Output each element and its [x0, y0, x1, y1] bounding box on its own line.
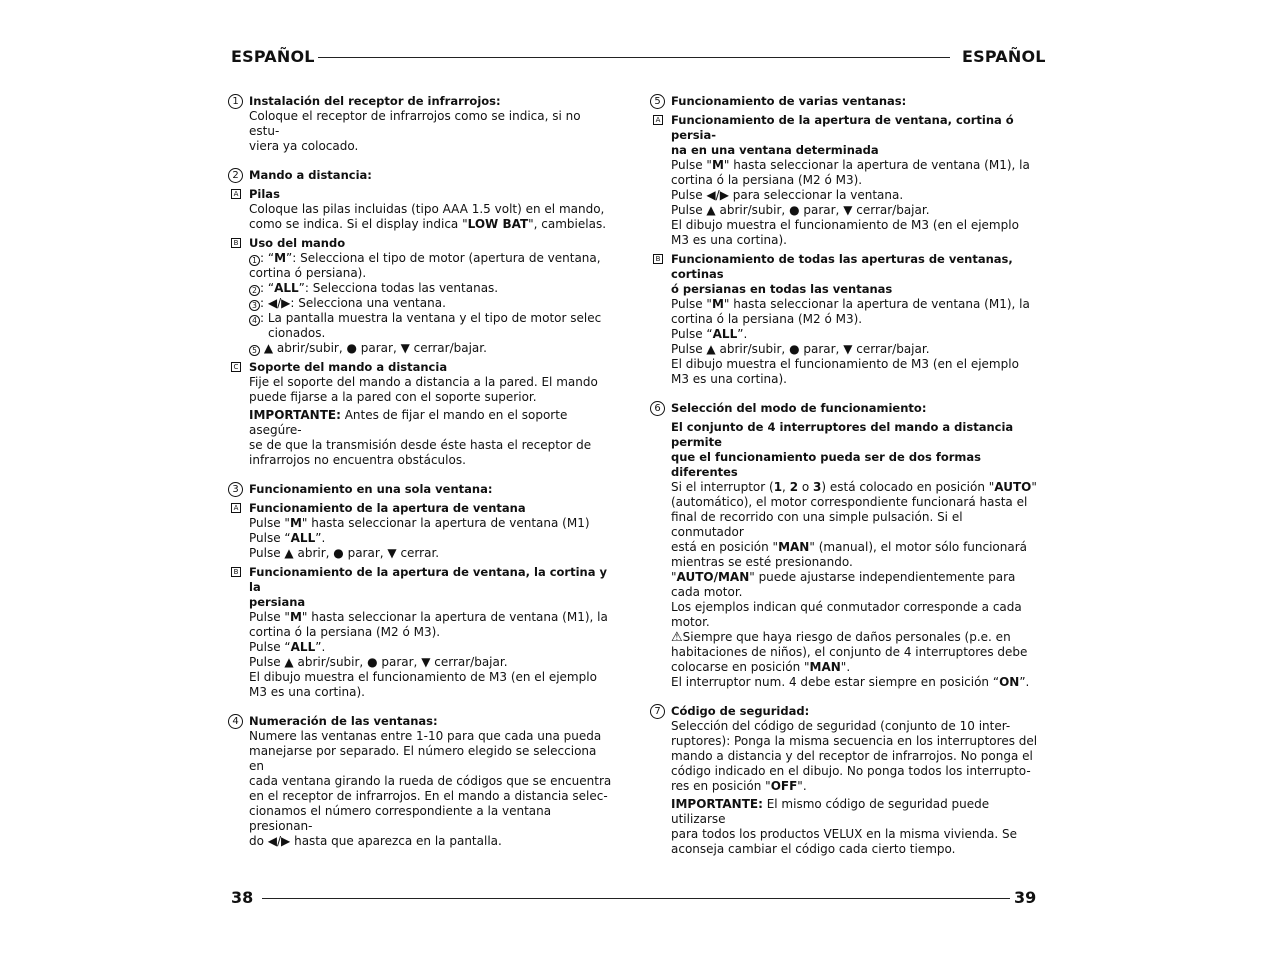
subsection-title: Pilas — [249, 187, 280, 201]
item-number: 5 — [249, 345, 260, 356]
section-number: 5 — [650, 94, 665, 109]
line: Pulse ▲ abrir/subir, ● parar, ▼ cerrar/bajar. — [249, 655, 508, 669]
stop-icon: ● — [333, 546, 344, 560]
header-rule — [318, 57, 950, 58]
subsection-title: Soporte del mando a distancia — [249, 360, 448, 374]
line: Pulse ▲ abrir/subir, ● parar, ▼ cerrar/bajar. — [671, 203, 930, 217]
line: El dibujo muestra el funcionamiento de M3 (en el ejemplo M3 es una cortina). — [249, 670, 597, 699]
warning-paragraph: ⚠Siempre que haya riesgo de daños personales (p.e. en habitaciones de niños), el conjunto de 4 interruptores debe colocarse en posición "MAN". — [671, 630, 1028, 674]
down-arrow-icon: ▼ — [400, 341, 410, 355]
paragraph: El interruptor num. 4 debe estar siempre en posición “ON”. — [671, 675, 1030, 689]
section-number: 1 — [228, 94, 243, 109]
warning-icon: ⚠ — [671, 630, 683, 645]
stop-icon: ● — [789, 342, 800, 356]
section-title: Mando a distancia: — [249, 168, 372, 182]
line: Pulse "M" hasta seleccionar la apertura de ventana (M1), la cortina ó la persiana (M2 ó M3). — [249, 610, 608, 639]
section-number: 7 — [650, 704, 665, 719]
section-title: Código de seguridad: — [671, 704, 810, 718]
line: Pulse "M" hasta seleccionar la apertura de ventana (M1) — [249, 516, 590, 530]
down-arrow-icon: ▼ — [421, 655, 431, 669]
line: Pulse ◀/▶ para seleccionar la ventana. — [671, 188, 904, 202]
down-arrow-icon: ▼ — [387, 546, 397, 560]
left-right-arrows-icon: ◀/▶ — [267, 834, 291, 848]
subsection-a — [233, 187, 612, 232]
paragraph: Los ejemplos indican qué conmutador corresponde a cada motor. — [671, 600, 1022, 629]
remote-item-3: 3 : ◀/▶: Selecciona una ventana. — [249, 296, 612, 311]
section-number: 2 — [228, 168, 243, 183]
line: Pulse “ALL”. — [249, 531, 326, 545]
stop-icon: ● — [346, 341, 357, 355]
section-number: 3 — [228, 482, 243, 497]
item-number: 2 — [249, 285, 260, 296]
remote-item-1: 1 : “M”: Selecciona el tipo de motor (apertura de ventana, cortina ó persiana). — [249, 251, 601, 280]
section-title: Selección del modo de funcionamiento: — [671, 401, 927, 415]
remote-item-5: 5 ▲ abrir/subir, ● parar, ▼ cerrar/bajar. — [249, 341, 612, 356]
section-4 — [228, 714, 612, 849]
page-number-right: 39 — [1014, 888, 1037, 907]
subsection-letter: C — [231, 362, 241, 372]
important-note: IMPORTANTE: Antes de fijar el mando en el soporte asegúre- se de que la transmisión desde éste hasta el receptor de infrarrojos no encuentra obstáculos. — [249, 408, 592, 467]
subsection-title: Uso del mando — [249, 236, 346, 250]
line: Pulse ▲ abrir/subir, ● parar, ▼ cerrar/bajar. — [671, 342, 930, 356]
remote-item-4: 4 : La pantalla muestra la ventana y el tipo de motor selec — [249, 311, 612, 326]
subsection-letter: A — [231, 503, 241, 513]
remote-item-2: 2 : “ALL”: Selecciona todas las ventanas. — [249, 281, 612, 296]
section-number: 6 — [650, 401, 665, 416]
line: El dibujo muestra el funcionamiento de M3 (en el ejemplo M3 es una cortina). — [671, 357, 1019, 386]
subsection-b — [655, 252, 1038, 387]
paragraph: "AUTO/MAN" puede ajustarse independientemente para cada motor. — [671, 570, 1016, 599]
section-2 — [228, 168, 612, 468]
subsection-b — [233, 565, 612, 700]
section-subtitle: El conjunto de 4 interruptores del mando a distancia permite que el funcionamiento pueda ser de dos formas diferentes — [671, 420, 1014, 479]
page-number-left: 38 — [231, 888, 254, 907]
section-title: Funcionamiento de varias ventanas: — [671, 94, 907, 108]
subsection-letter: A — [653, 115, 663, 125]
subsection-title: Funcionamiento de la apertura de ventana — [249, 501, 526, 515]
section-6 — [650, 401, 1038, 690]
header-language-right: ESPAÑOL — [962, 47, 1046, 66]
stop-icon: ● — [789, 203, 800, 217]
item-number: 3 — [249, 300, 260, 311]
paragraph: Si el interruptor (1, 2 o 3) está colocado en posición "AUTO" (automático), el motor correspondiente funcionará hasta el final de recorrido con una simple pulsación. Si el conmutador está en posición "MAN" (manual), el motor sólo funcionará mientras se esté presionando. — [671, 480, 1037, 569]
up-arrow-icon: ▲ — [263, 341, 274, 355]
stop-icon: ● — [367, 655, 378, 669]
subsection-text: Fije el soporte del mando a distancia a la pared. El mando puede fijarse a la pared con el soporte superior. — [249, 375, 598, 404]
up-arrow-icon: ▲ — [284, 655, 294, 669]
left-right-arrows-icon: ◀/▶ — [267, 296, 291, 310]
left-right-arrows-icon: ◀/▶ — [706, 188, 729, 202]
line: Pulse "M" hasta seleccionar la apertura de ventana (M1), la cortina ó la persiana (M2 ó M3). — [671, 297, 1030, 326]
line: Pulse “ALL”. — [249, 640, 326, 654]
up-arrow-icon: ▲ — [706, 203, 716, 217]
subsection-b — [233, 236, 612, 356]
section-text: Numere las ventanas entre 1-10 para que cada una pueda manejarse por separado. El número elegido se selecciona en cada ventana girando la rueda de códigos que se encuentra en el receptor de infrarrojos. En el mando a distancia selec- cionamos el número correspondiente a la ventana presionan- do ◀/▶ hasta que aparezca en la pantalla. — [249, 729, 612, 848]
subsection-a — [233, 501, 612, 561]
remote-item-4-cont: cionados. — [268, 326, 326, 340]
subsection-c — [233, 360, 612, 468]
subsection-letter: B — [231, 238, 241, 248]
line: Pulse "M" hasta seleccionar la apertura de ventana (M1), la cortina ó la persiana (M2 ó M3). — [671, 158, 1030, 187]
subsection-text: Coloque las pilas incluidas (tipo AAA 1.5 volt) en el mando, como se indica. Si el display indica "LOW BAT", cambielas. — [249, 202, 607, 231]
up-arrow-icon: ▲ — [706, 342, 716, 356]
subsection-title: Funcionamiento de la apertura de ventana, la cortina y la persiana — [249, 565, 607, 609]
subsection-letter: A — [231, 189, 241, 199]
right-column — [650, 94, 1038, 871]
section-title: Funcionamiento en una sola ventana: — [249, 482, 493, 496]
subsection-letter: B — [653, 254, 663, 264]
item-number: 4 — [249, 315, 260, 326]
header-language-left: ESPAÑOL — [231, 47, 315, 66]
important-note: IMPORTANTE: El mismo código de seguridad puede utilizarse para todos los productos VELUX en la misma vivienda. Se aconseja cambiar el código cada cierto tiempo. — [671, 797, 1018, 856]
section-number: 4 — [228, 714, 243, 729]
section-3 — [228, 482, 612, 700]
subsection-a — [655, 113, 1038, 248]
down-arrow-icon: ▼ — [843, 342, 853, 356]
section-title: Numeración de las ventanas: — [249, 714, 438, 728]
line: Pulse “ALL”. — [671, 327, 748, 341]
section-1 — [228, 94, 612, 154]
item-number: 1 — [249, 255, 260, 266]
section-7 — [650, 704, 1038, 857]
section-title: Instalación del receptor de infrarrojos: — [249, 94, 501, 108]
down-arrow-icon: ▼ — [843, 203, 853, 217]
subsection-title: Funcionamiento de todas las aperturas de ventanas, cortinas ó persianas en todas las ventanas — [671, 252, 1013, 296]
up-arrow-icon: ▲ — [284, 546, 294, 560]
section-5 — [650, 94, 1038, 387]
section-text: Coloque el receptor de infrarrojos como se indica, si no estu- viera ya colocado. — [249, 109, 581, 153]
footer-rule — [262, 898, 1010, 899]
section-text: Selección del código de seguridad (conjunto de 10 inter- ruptores): Ponga la misma secuencia en los interruptores del mando a distancia y del receptor de infrarrojos. No ponga el código indicado en el dibujo. No ponga todos los interrupto- res en posición "OFF". — [671, 719, 1038, 793]
left-column — [228, 94, 612, 863]
subsection-letter: B — [231, 567, 241, 577]
line: El dibujo muestra el funcionamiento de M3 (en el ejemplo M3 es una cortina). — [671, 218, 1019, 247]
line: Pulse ▲ abrir, ● parar, ▼ cerrar. — [249, 546, 440, 560]
subsection-title: Funcionamiento de la apertura de ventana, cortina ó persia- na en una ventana determinada — [671, 113, 1014, 157]
